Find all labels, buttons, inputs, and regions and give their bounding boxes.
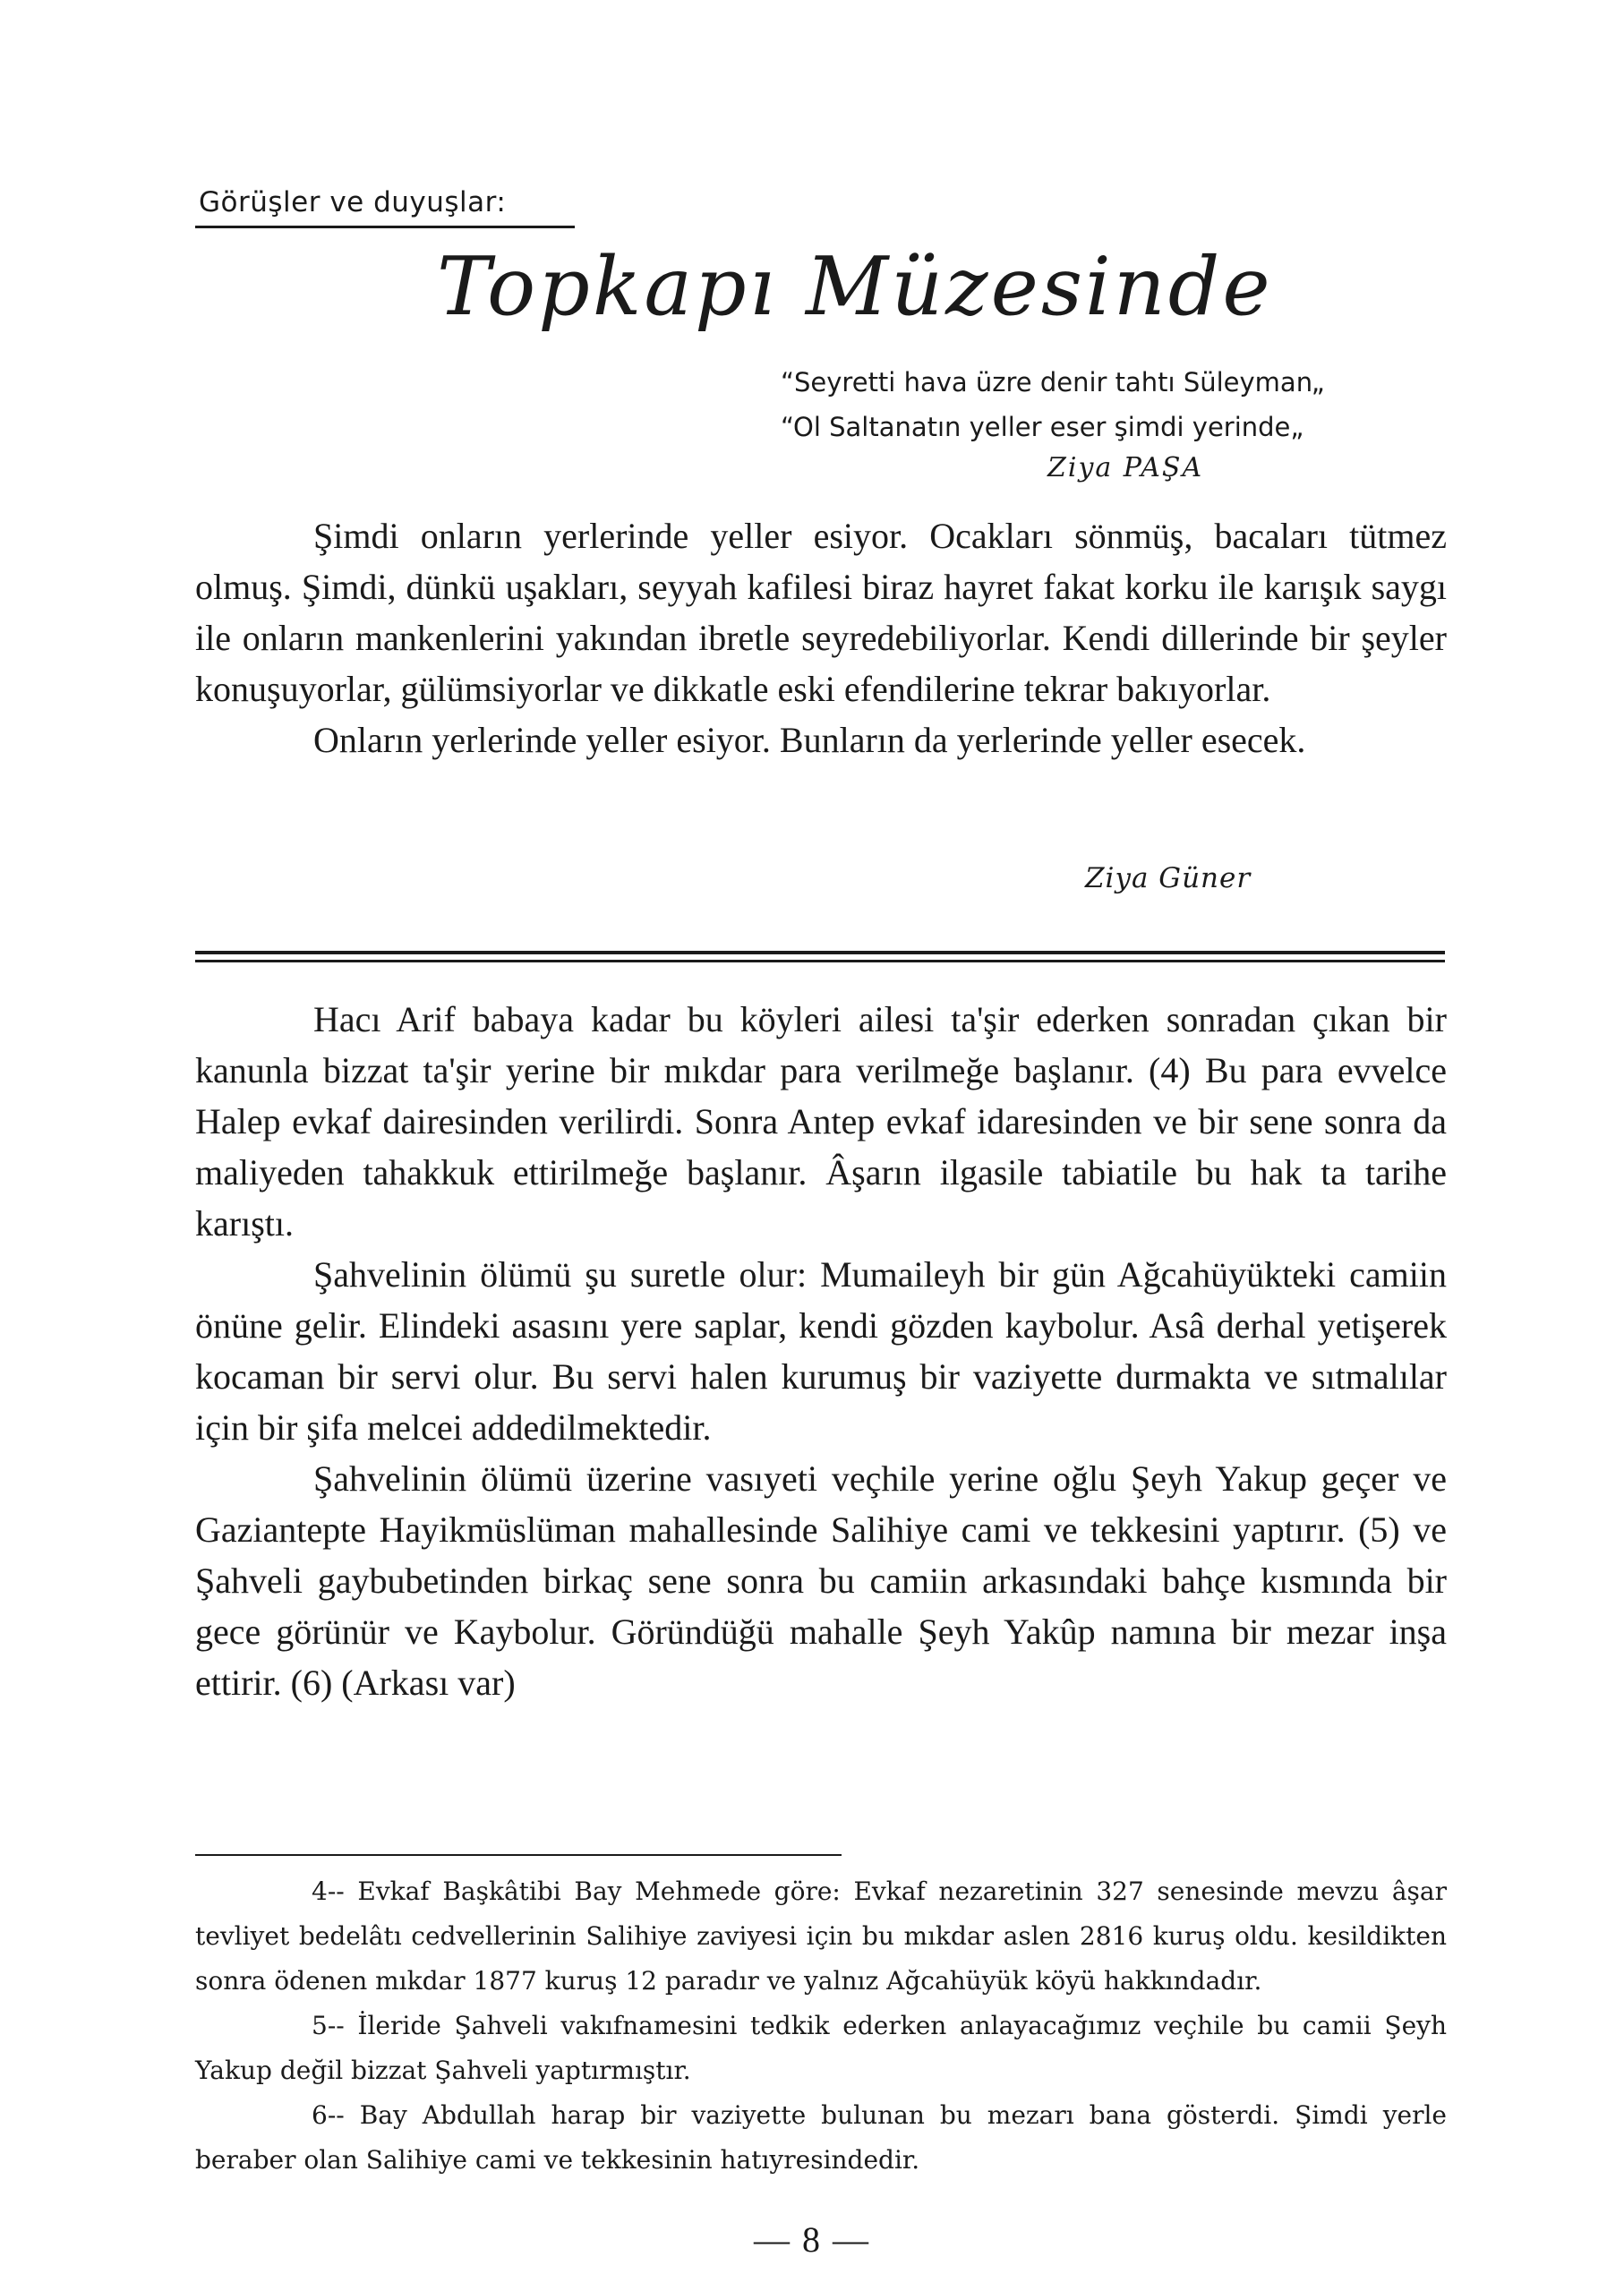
article-signature: Ziya Güner	[1085, 862, 1252, 894]
footnote-6: 6-- Bay Abdullah harap bir vaziyette bulunan bu mezarı bana gösterdi. Şimdi yerle beraber olan Salihiye cami ve tekkesinin hatıyresindedir.	[195, 2100, 1447, 2175]
footnotes	[195, 1869, 1447, 2183]
page-number: — 8 —	[754, 2219, 870, 2260]
continuation-paragraph-3: Şahvelinin ölümü üzerine vasıyeti veçhile yerine oğlu Şeyh Yakup geçer ve Gaziantepte Hayikmüslüman mahallesinde Salihiye cami ve tekkesini yaptırır. (5) ve Şahveli gaybubetinden birkaç sene sonra bu camiin arkasındaki bahçe kısmında bir gece görünür ve Kaybolur. Göründüğü mahalle Şeyh Yakûp namına bir mezar inşa ettirir. (6) (Arkası var)	[195, 1458, 1447, 1703]
section-label: Görüşler ve duyuşlar:	[199, 186, 507, 218]
footnote-divider	[195, 1854, 842, 1856]
article-paragraph-2: Onların yerlerinde yeller esiyor. Bunların da yerlerinde yeller esecek.	[313, 720, 1306, 760]
continuation-paragraph-2: Şahvelinin ölümü şu suretle olur: Mumaileyh bir gün Ağcahüyükteki camiin önüne gelir. Elindeki asasını yere saplar, kendi gözden kaybolur. Asâ derhal yetişerek kocaman bir servi olur. Bu servi halen kurumuş bir vaziyette durmakta ve sıtmalılar için bir şifa melcei addedilmektedir.	[195, 1254, 1447, 1448]
epigraph-line-1: “Seyretti hava üzre denir tahtı Süleyman„	[781, 367, 1325, 398]
article-paragraph-1: Şimdi onların yerlerinde yeller esiyor. Ocakları sönmüş, bacaları tütmez olmuş. Şimdi, dünkü uşakları, seyyah kafilesi biraz hayret fakat korku ile karışık saygı ile onların mankenlerini yakından ibretle seyredebiliyorlar. Kendi dillerinde bir şeyler konuşuyorlar, gülümsiyorlar ve dikkatle eski efendilerine tekrar bakıyorlar.	[195, 516, 1447, 709]
footnote-4: 4-- Evkaf Başkâtibi Bay Mehmede göre: Evkaf nezaretinin 327 senesinde mevzu âşar tevliyet bedelâtı cedvellerinin Salihiye zaviyesi için bu mıkdar aslen 2816 kuruş oldu. kesildikten sonra ödenen mıkdar 1877 kuruş 12 paradır ve yalnız Ağcahüyük köyü hakkındadır.	[195, 1876, 1447, 1996]
section-divider-top	[195, 951, 1445, 954]
epigraph	[781, 360, 1479, 449]
section-divider-bottom	[195, 960, 1445, 962]
section-label-underline	[195, 226, 575, 228]
article-title: Topkapı Müzesinde	[437, 240, 1273, 334]
continuation-body	[195, 994, 1447, 1708]
epigraph-line-2: “Ol Saltanatın yeller eser şimdi yerinde„	[781, 412, 1304, 442]
article-body	[195, 510, 1447, 765]
continuation-paragraph-1: Hacı Arif babaya kadar bu köyleri ailesi ta'şir ederken sonradan çıkan bir kanunla bizzat ta'şir yerine bir mıkdar para verilmeğe başlanır. (4) Bu para evvelce Halep evkaf dairesinden verilirdi. Sonra Antep evkaf idaresinden ve bir sene sonra da maliyeden tahakkuk ettirilmeğe başlanır. Âşarın ilgasile tabiatile bu hak ta tarihe karıştı.	[195, 999, 1447, 1244]
epigraph-author: Ziya PAŞA	[1047, 452, 1204, 483]
footnote-5: 5-- İleride Şahveli vakıfnamesini tedkik ederken anlayacağımız veçhile bu camii Şeyh Yakup değil bizzat Şahveli yaptırmıştır.	[195, 2011, 1447, 2085]
